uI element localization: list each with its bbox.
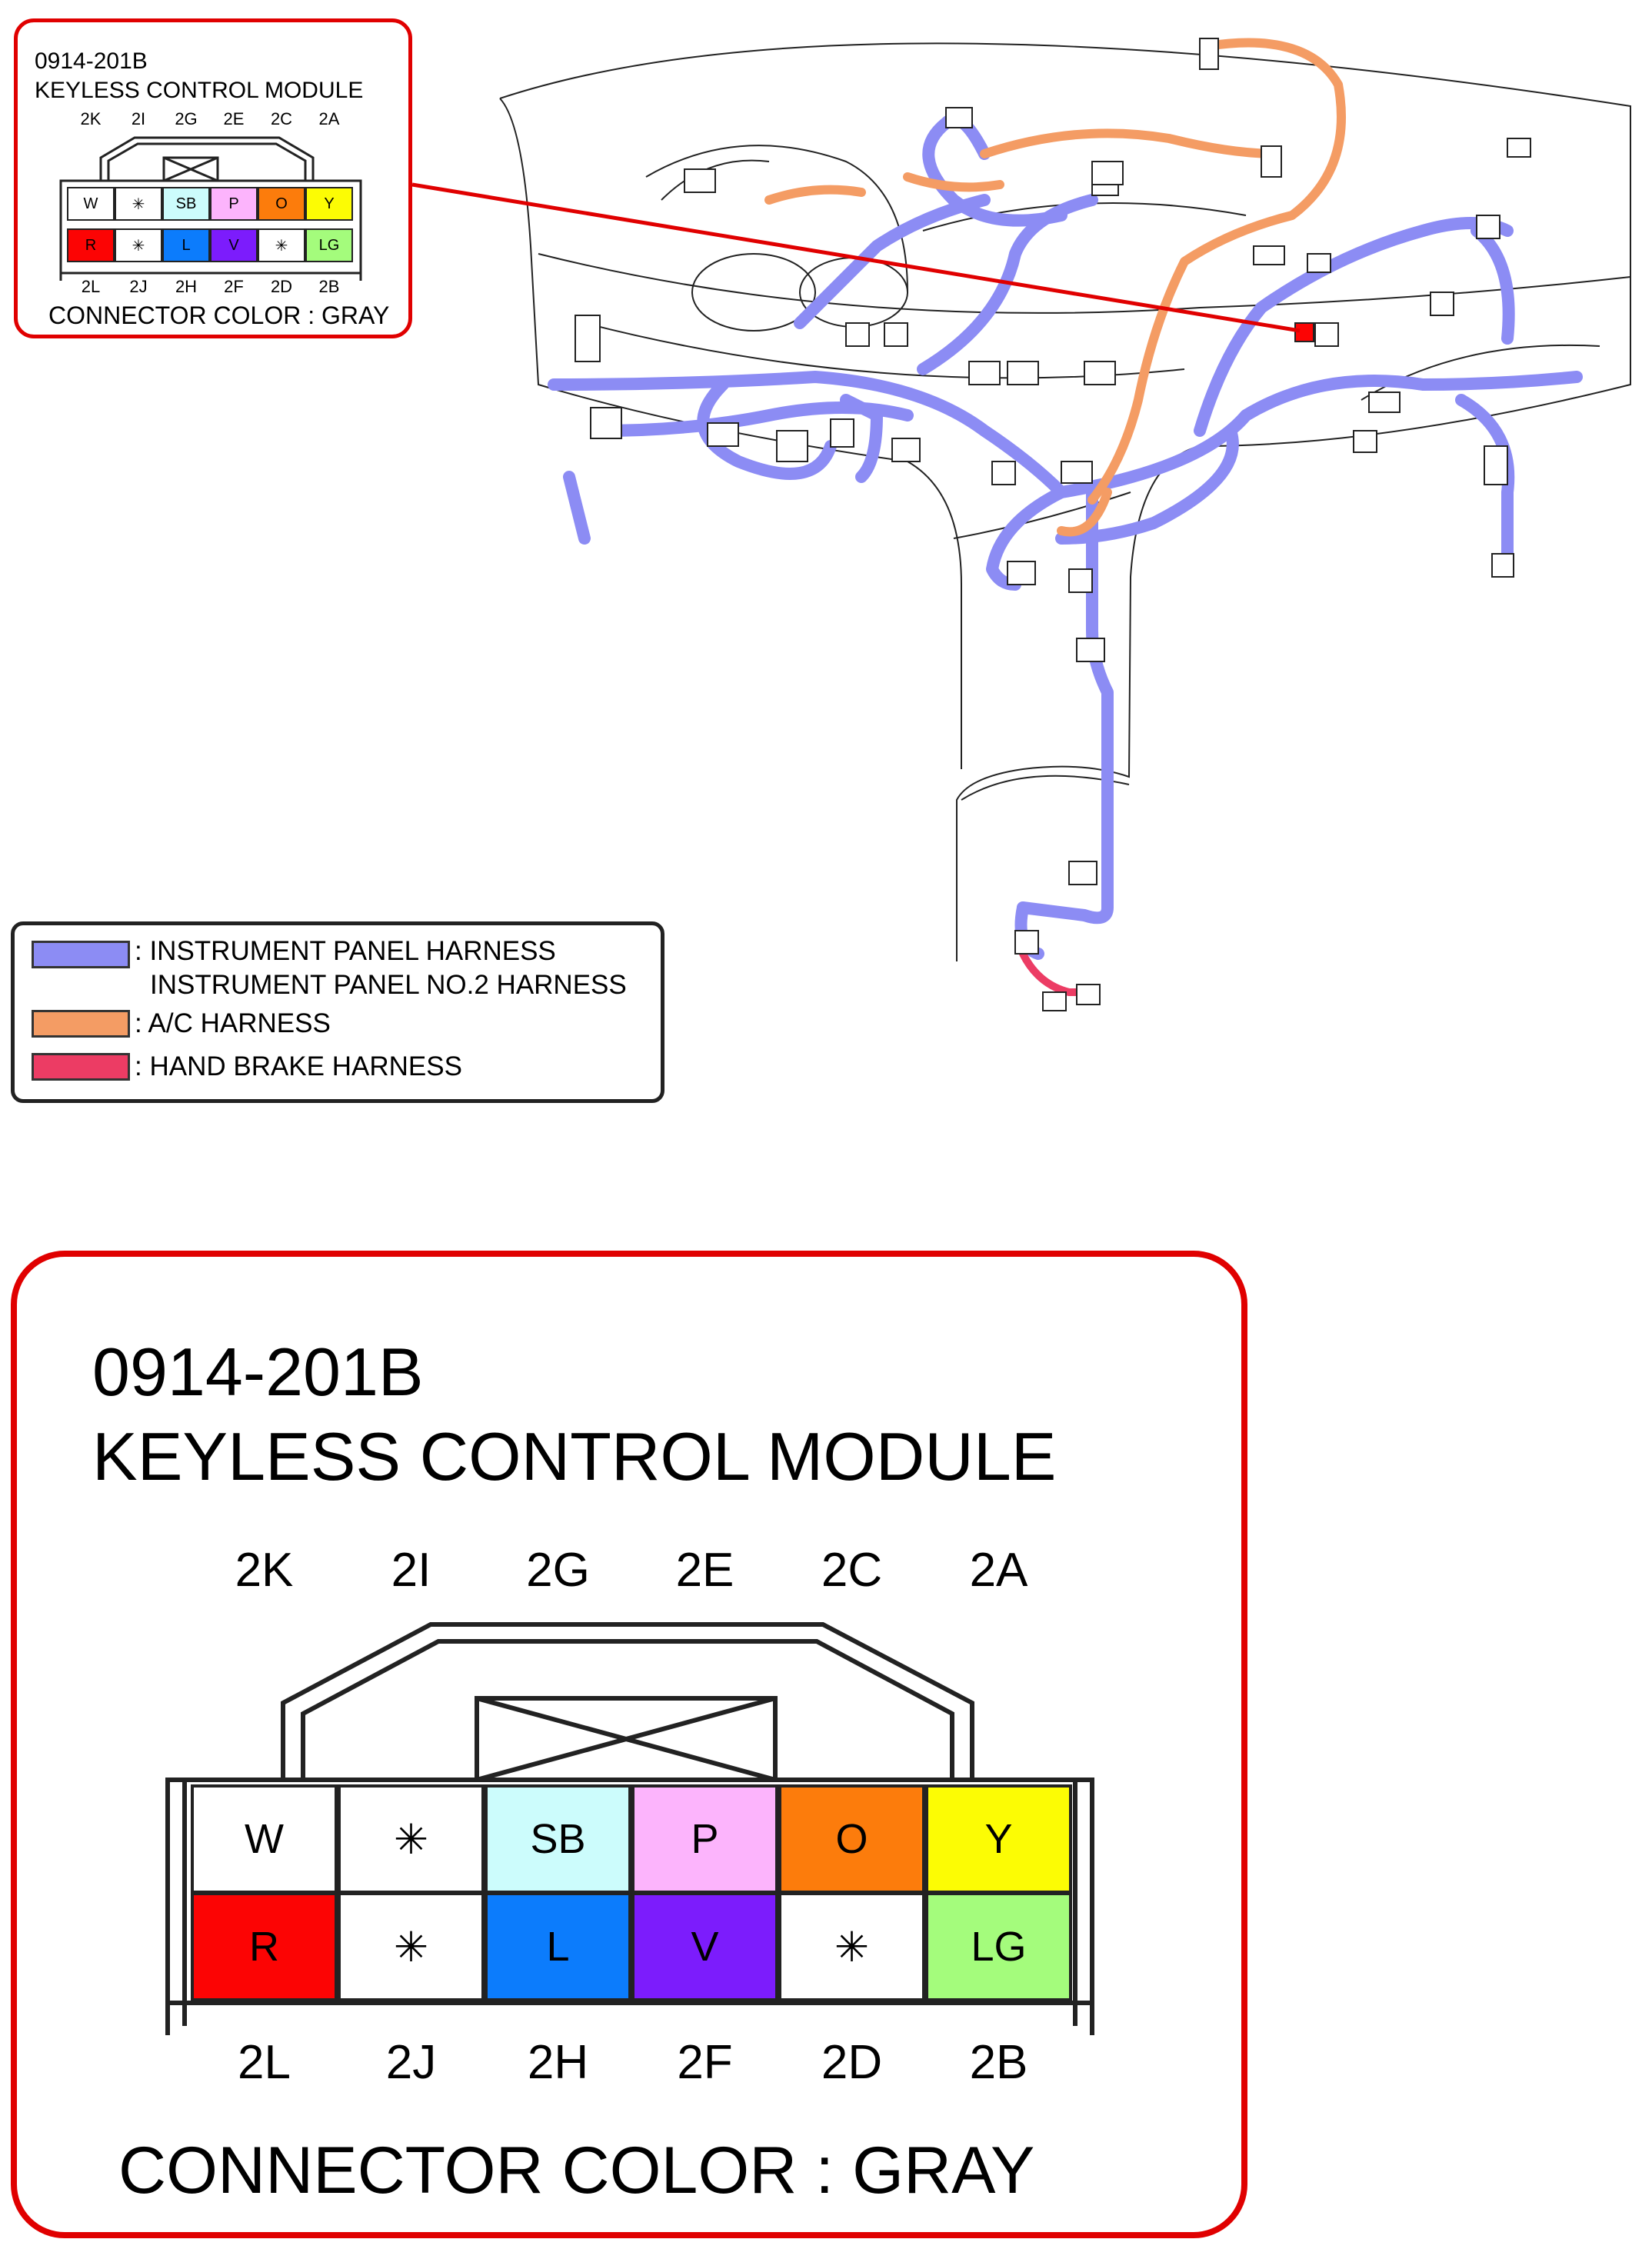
large-pin-label-2c: 2C [821, 1544, 883, 1597]
small-pin-label-2c: 2C [270, 109, 293, 128]
small-pin-cell-2b: LG [305, 228, 353, 262]
small-pin-cell-2h: L [162, 228, 210, 262]
legend-swatch-hand-brake [32, 1053, 130, 1081]
large-connector-callout [11, 1251, 1247, 2238]
legend-label-instrument-panel: : INSTRUMENT PANEL HARNESS [135, 936, 556, 966]
small-pin-label-2e: 2E [223, 109, 245, 128]
large-pin-label-2d: 2D [821, 2036, 883, 2089]
large-pin-label-2k: 2K [235, 1544, 294, 1597]
large-connector-housing [17, 1257, 1241, 2232]
small-pin-label-2j: 2J [129, 277, 148, 296]
small-connector-code: 0914-201B [35, 48, 148, 74]
large-pin-label-2e: 2E [675, 1544, 734, 1597]
large-pin-cell-2d: ✳ [778, 1892, 925, 2001]
large-connector-color: CONNECTOR COLOR : GRAY [118, 2134, 1035, 2207]
small-pin-label-2b: 2B [318, 277, 340, 296]
large-pin-cell-2k: W [191, 1784, 338, 1894]
small-pin-label-2g: 2G [175, 109, 198, 128]
large-pin-cell-2i: ✳ [338, 1784, 485, 1894]
small-pin-cell-2l: R [67, 228, 115, 262]
legend-label-instrument-panel-no2: INSTRUMENT PANEL NO.2 HARNESS [150, 970, 627, 1000]
small-connector-housing [18, 22, 408, 335]
small-pin-cell-2g: SB [162, 187, 210, 221]
large-pin-cell-2l: R [191, 1892, 338, 2001]
small-pin-label-2i: 2I [131, 109, 146, 128]
small-pin-cell-2d: ✳ [258, 228, 305, 262]
small-pin-label-2l: 2L [81, 277, 101, 296]
large-pin-label-2j: 2J [385, 2036, 437, 2089]
large-pin-cell-2a: Y [925, 1784, 1072, 1894]
small-pin-cell-2a: Y [305, 187, 353, 221]
small-pin-label-2h: 2H [175, 277, 198, 296]
legend-label-ac: : A/C HARNESS [135, 1008, 331, 1038]
large-pin-label-2f: 2F [677, 2036, 733, 2089]
large-connector-name: KEYLESS CONTROL MODULE [92, 1418, 1057, 1494]
legend-swatch-instrument-panel [32, 941, 130, 968]
callout-leader-line [412, 185, 1300, 331]
large-pin-label-2l: 2L [238, 2036, 291, 2089]
large-pin-cell-2h: L [485, 1892, 631, 2001]
legend-label-hand-brake: : HAND BRAKE HARNESS [135, 1051, 462, 1081]
large-pin-cell-2e: P [631, 1784, 778, 1894]
large-pin-label-2g: 2G [526, 1544, 590, 1597]
large-pin-cell-2g: SB [485, 1784, 631, 1894]
small-pin-cell-2e: P [210, 187, 258, 221]
legend-swatch-ac [32, 1010, 130, 1038]
small-pin-cell-2f: V [210, 228, 258, 262]
small-pin-cell-2k: W [67, 187, 115, 221]
large-pin-cell-2j: ✳ [338, 1892, 485, 2001]
harness-legend [11, 921, 664, 1103]
large-pin-label-2h: 2H [527, 2036, 589, 2089]
small-connector-name: KEYLESS CONTROL MODULE [35, 78, 364, 103]
large-pin-label-2i: 2I [391, 1544, 431, 1597]
large-pin-cell-2b: LG [925, 1892, 1072, 2001]
small-pin-label-2d: 2D [270, 277, 293, 296]
small-pin-cell-2c: O [258, 187, 305, 221]
large-pin-label-2b: 2B [969, 2036, 1028, 2089]
large-pin-cell-2c: O [778, 1784, 925, 1894]
large-connector-code: 0914-201B [92, 1334, 424, 1410]
small-connector-color: CONNECTOR COLOR : GRAY [48, 302, 390, 329]
large-pin-label-2a: 2A [969, 1544, 1028, 1597]
small-connector-callout [14, 18, 412, 338]
small-pin-label-2a: 2A [318, 109, 340, 128]
small-pin-label-2k: 2K [80, 109, 102, 128]
large-pin-cell-2f: V [631, 1892, 778, 2001]
small-pin-cell-2i: ✳ [115, 187, 162, 221]
small-pin-label-2f: 2F [224, 277, 244, 296]
small-pin-cell-2j: ✳ [115, 228, 162, 262]
